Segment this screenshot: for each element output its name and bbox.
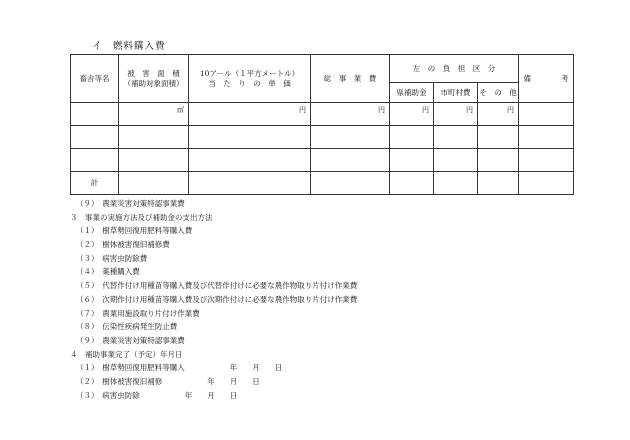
cell-empty (119, 149, 189, 172)
list-item: （３） 病害虫防除費 (76, 253, 148, 263)
list-item: （２） 樹体被害復旧補修費 (76, 240, 170, 250)
cell-total-unit: 円 (311, 103, 390, 126)
cell-empty (71, 126, 119, 149)
list-item: （２） 樹体被害復旧補修 年 月 日 (76, 376, 260, 386)
list-item: （６） 次期作付け用種苗等購入費及び次期作付けに必要な農作物取り片付け作業費 (76, 294, 358, 304)
header-town-cost: 市町村費 (434, 83, 478, 103)
section-heading: ４ 補助事業完了（予定）年月日 (70, 349, 183, 359)
header-row (71, 55, 574, 83)
cell-unit-price-unit: 円 (189, 103, 311, 126)
cell-empty (311, 149, 390, 172)
cell-empty (434, 149, 478, 172)
header-unit-price (189, 55, 311, 103)
cell-area-unit: ㎡ (119, 103, 189, 126)
header-total-cost: 総 事 業 費 (311, 55, 390, 103)
list-item: （９） 農業災害対策特認事業費 (76, 335, 185, 345)
cell-empty (434, 172, 478, 195)
page-title: イ 燃料購入費 (92, 41, 166, 52)
cell-empty (478, 172, 519, 195)
table-row (71, 126, 574, 149)
header-unit-line2: 当 た り の 単 価 (208, 78, 291, 88)
cell-empty (311, 126, 390, 149)
cell-empty (119, 172, 189, 195)
cell-empty (71, 149, 119, 172)
cell-empty (311, 172, 390, 195)
cell-empty (390, 126, 434, 149)
header-note: 備 考 (519, 55, 574, 103)
list-item: （１） 樹草勢回復用肥料等購入 年 月 日 (76, 363, 283, 373)
list-item: （１） 樹草勢回復用肥料等購入費 (76, 226, 193, 236)
header-other: そ の 他 (478, 83, 519, 103)
header-area (119, 55, 189, 103)
cell-empty (189, 149, 311, 172)
table-row (71, 103, 574, 126)
cell-empty (519, 126, 574, 149)
header-pref-subsidy: 県補助金 (390, 83, 434, 103)
header-kind: 畜舎等名 (71, 55, 119, 103)
cell-empty (478, 126, 519, 149)
list-item: （３） 病害虫防除 年 月 日 (76, 390, 238, 400)
cell-empty (189, 126, 311, 149)
header-area-line1: 被 害 面 積 (127, 69, 180, 79)
cell-empty (434, 126, 478, 149)
cell-empty (189, 172, 311, 195)
section-heading: ３ 事業の実施方法及び補助金の支出方法 (70, 212, 213, 222)
list-item: （８） 伝染性疾病発生防止費 (76, 322, 178, 332)
cell-town-unit: 円 (434, 103, 478, 126)
cell-empty (390, 149, 434, 172)
cell-empty (478, 149, 519, 172)
total-row (71, 172, 574, 195)
body-text (70, 197, 590, 402)
cell-note (519, 103, 574, 126)
list-item: （４） 薬種購入費 (76, 267, 140, 277)
header-share: 左 の 負 担 区 分 (390, 55, 519, 83)
list-item: （７） 農業用施設取り片付け作業費 (76, 308, 200, 318)
header-area-line2: （補助対象面積） (123, 78, 184, 88)
table-row (71, 149, 574, 172)
cell-empty (119, 126, 189, 149)
total-label: 計 (71, 172, 119, 195)
cell-pref-unit: 円 (390, 103, 434, 126)
expense-table (70, 54, 574, 195)
cell-empty (519, 149, 574, 172)
cell-kind (71, 103, 119, 126)
header-unit-line1: 10アール（１平方メートル） (199, 69, 300, 79)
cell-empty (519, 172, 574, 195)
cell-empty (390, 172, 434, 195)
cell-other-unit: 円 (478, 103, 519, 126)
list-item: （９） 農業災害対策特認事業費 (76, 199, 185, 208)
list-item: （５） 代替作付け用種苗等購入費及び代替作付けに必要な農作物取り片付け作業費 (76, 281, 358, 291)
